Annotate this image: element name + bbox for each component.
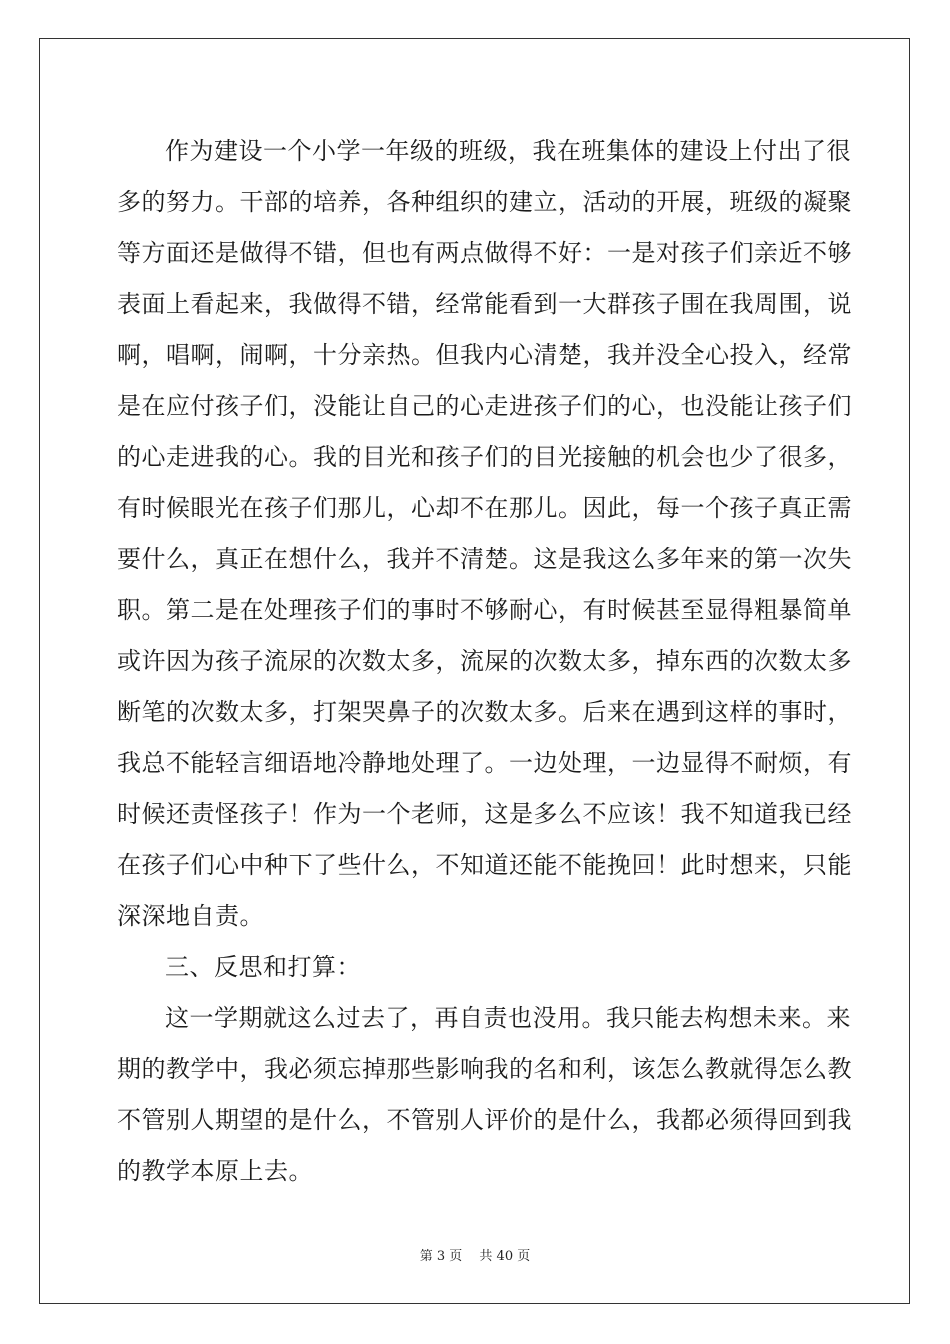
paragraph-1-line-10: 职。第二是在处理孩子们的事时不够耐心，有时候甚至显得粗暴简单 (117, 596, 852, 624)
paragraph-1-line-1: 作为建设一个小学一年级的班级，我在班集体的建设上付出了很 (165, 137, 851, 165)
paragraph-1-line-13: 我总不能轻言细语地冷静地处理了。一边处理，一边显得不耐烦，有 (117, 749, 852, 777)
paragraph-1-line-7: 的心走进我的心。我的目光和孩子们的目光接触的机会也少了很多， (117, 443, 852, 471)
paragraph-1-line-5: 啊，唱啊，闹啊，十分亲热。但我内心清楚，我并没全心投入，经常 (117, 341, 852, 369)
paragraph-1-line-8: 有时候眼光在孩子们那儿，心却不在那儿。因此，每一个孩子真正需 (117, 494, 852, 522)
paragraph-1-line-6: 是在应付孩子们，没能让自己的心走进孩子们的心，也没能让孩子们 (117, 392, 852, 420)
paragraph-1-line-11: 或许因为孩子流尿的次数太多，流屎的次数太多，掉东西的次数太多 (117, 647, 852, 675)
paragraph-1-line-9: 要什么，真正在想什么，我并不清楚。这是我这么多年来的第一次失 (117, 545, 852, 573)
paragraph-1-line-2: 多的努力。干部的培养，各种组织的建立，活动的开展，班级的凝聚 (117, 188, 852, 216)
paragraph-1-line-12: 断笔的次数太多，打架哭鼻子的次数太多。后来在遇到这样的事时， (117, 698, 852, 726)
document-body (117, 126, 852, 1197)
section-heading: 三、反思和打算： (165, 953, 361, 981)
paragraph-1-line-15: 在孩子们心中种下了些什么，不知道还能不能挽回！此时想来，只能 (117, 851, 852, 879)
paragraph-3-line-1: 这一学期就这么过去了，再自责也没用。我只能去构想未来。来 (165, 1004, 851, 1032)
paragraph-1-line-4: 表面上看起来，我做得不错，经常能看到一大群孩子围在我周围，说 (117, 290, 852, 318)
page-number-footer: 第 3 页 共 40 页 (419, 1249, 531, 1264)
paragraph-1-line-16: 深深地自责。 (117, 902, 264, 930)
paragraph-1-line-14: 时候还责怪孩子！作为一个老师，这是多么不应该！我不知道我已经 (117, 800, 852, 828)
paragraph-3-line-4: 的教学本原上去。 (117, 1157, 313, 1185)
paragraph-3-line-2: 期的教学中，我必须忘掉那些影响我的名和利，该怎么教就得怎么教 (117, 1055, 852, 1083)
paragraph-1-line-3: 等方面还是做得不错，但也有两点做得不好：一是对孩子们亲近不够 (117, 239, 852, 267)
paragraph-3-line-3: 不管别人期望的是什么，不管别人评价的是什么，我都必须得回到我 (117, 1106, 852, 1134)
